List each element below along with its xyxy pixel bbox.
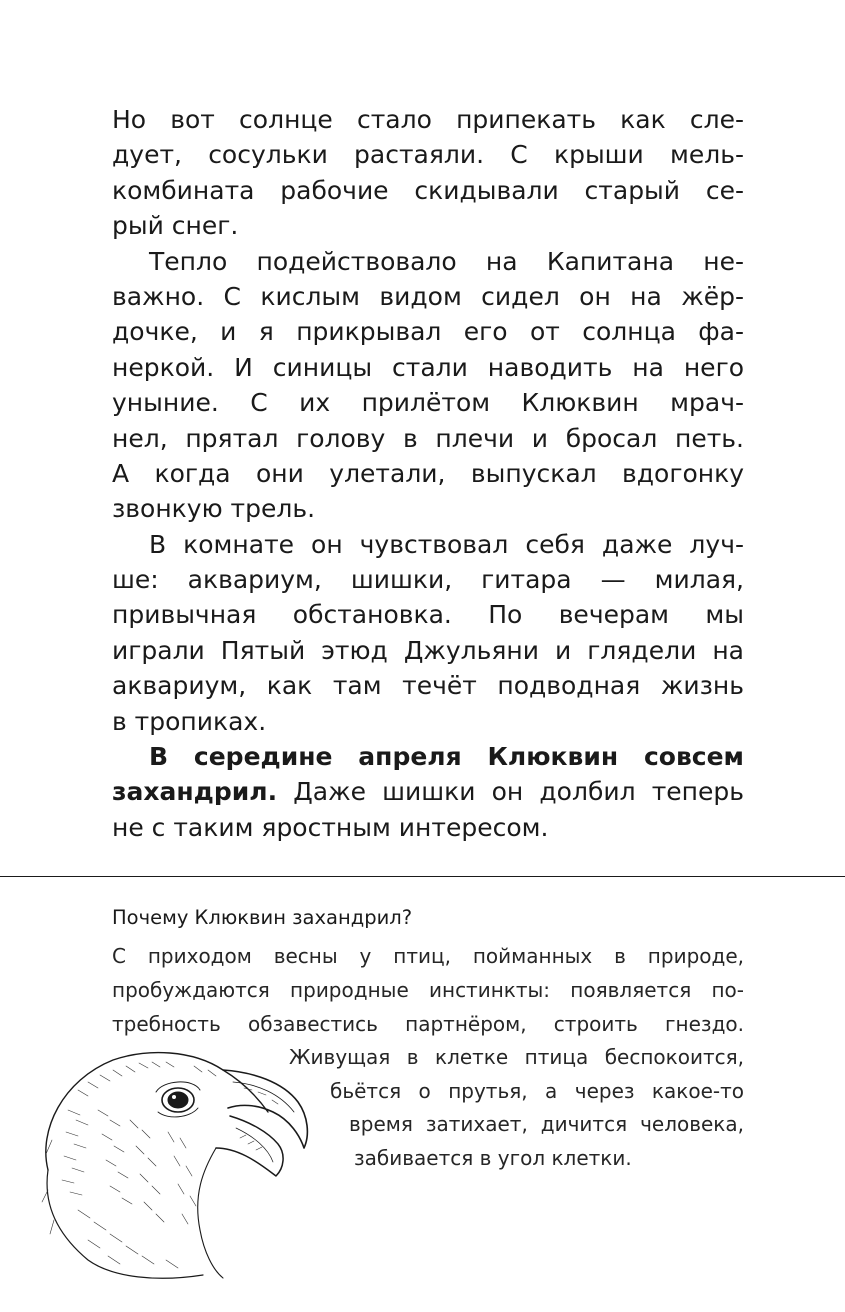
text-line: привычная обстановка. По вечерам мы xyxy=(112,600,744,630)
bold-text: захандрил. xyxy=(112,777,278,807)
main-text xyxy=(112,102,744,845)
text-line: в тропиках. xyxy=(112,706,267,736)
bird-illustration-icon xyxy=(18,1020,318,1282)
text-line: неркой. И синицы стали наводить на него xyxy=(112,352,744,382)
info-line: пробуждаются природные инстинкты: появляется по- xyxy=(112,978,744,1002)
text-line: комбината рабочие скидывали старый се- xyxy=(112,175,744,205)
text-line: уныние. С их прилётом Клюквин мрач- xyxy=(112,388,744,418)
text-line: дочке, и я прикрывал его от солнца фа- xyxy=(112,317,744,347)
text-line: Тепло подействовало на Капитана не- xyxy=(149,246,744,276)
text-line: важно. С кислым видом сидел он на жёр- xyxy=(112,281,744,311)
info-line: требность обзавестись партнёром, строить гнездо. xyxy=(112,1012,744,1036)
text-line: звонкую трель. xyxy=(112,494,316,524)
info-line: время затихает, дичится человека, xyxy=(349,1112,744,1136)
text-line: А когда они улетали, выпускал вдогонку xyxy=(112,458,744,488)
bold-text: В середине апреля Клюквин совсем xyxy=(149,742,744,772)
text-line: В комнате он чувствовал себя даже луч- xyxy=(149,529,744,559)
text-line: рый снег. xyxy=(112,211,239,241)
info-line: бьётся о прутья, а через какое-то xyxy=(330,1079,744,1103)
info-line: забивается в угол клетки. xyxy=(354,1146,632,1170)
text-line: дует, сосульки растаяли. С крыши мель- xyxy=(112,140,744,170)
text-line: не с таким яростным интересом. xyxy=(112,812,549,842)
text-line: ше: аквариум, шишки, гитара — милая, xyxy=(112,565,744,595)
text-line xyxy=(112,774,744,809)
info-line: Живущая в клетке птица беспокоится, xyxy=(289,1045,744,1069)
info-line: С приходом весны у птиц, пойманных в природе, xyxy=(112,944,744,968)
text-line xyxy=(112,739,744,774)
info-box-title: Почему Клюквин захандрил? xyxy=(112,906,413,929)
divider xyxy=(0,876,845,877)
text-line: нел, прятал голову в плечи и бросал петь. xyxy=(112,423,744,453)
text-fragment: Даже шишки он долбил теперь xyxy=(277,777,744,807)
text-line: играли Пятый этюд Джульяни и глядели на xyxy=(112,635,744,665)
text-line: Но вот солнце стало припекать как сле- xyxy=(112,105,744,134)
text-line: аквариум, как там течёт подводная жизнь xyxy=(112,671,744,701)
